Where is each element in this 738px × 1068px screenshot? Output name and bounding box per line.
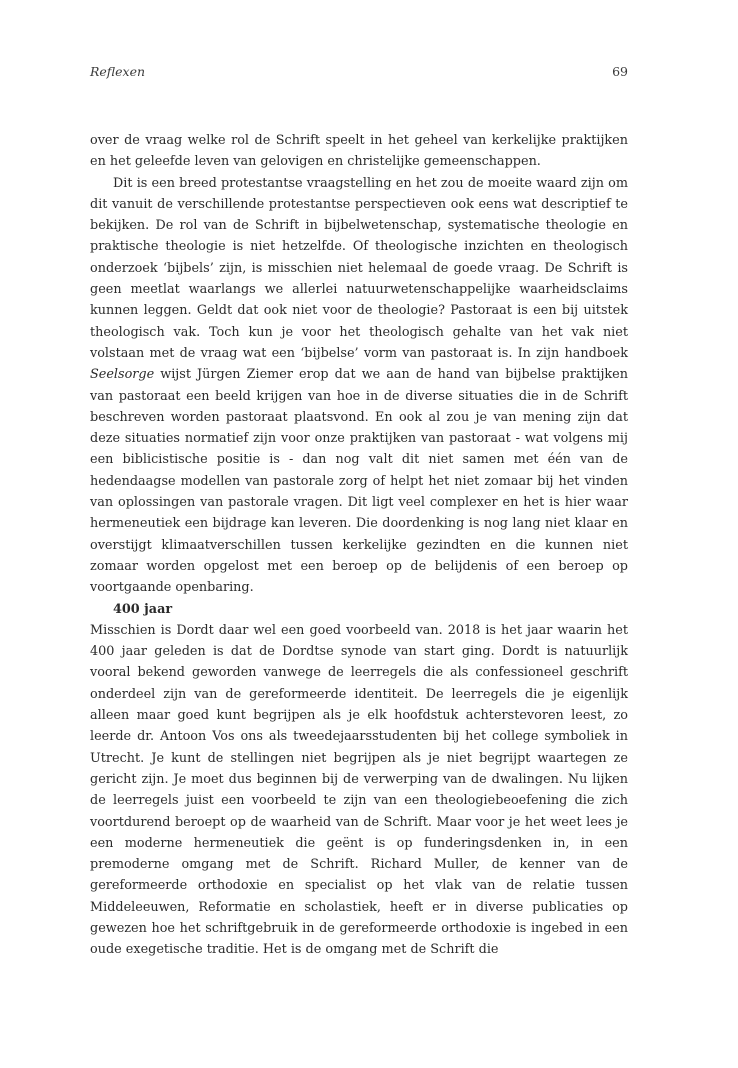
paragraph-continuation: over de vraag welke rol de Schrift speelt in het geheel van kerkelijke praktijken en het geleefde leven van gelovigen en christelijke gemeenschappen.	[90, 133, 628, 170]
body-text	[90, 130, 628, 961]
page-number: 69	[612, 64, 628, 79]
paragraph-dordt: Misschien is Dordt daar wel een goed voorbeeld van. 2018 is het jaar waarin het 400 jaar geleden is dat de Dordtse synode van start ging. Dordt is natuurlijk vooral bekend geworden vanwege de leerregels die als confessioneel geschrift onderdeel zijn van de gereformeerde identiteit. De leerregels die je eigenlijk alleen maar goed kunt begrijpen als je elk hoofdstuk achterstevoren leest, zo leerde dr. Antoon Vos ons als tweedejaarsstudenten bij het college symboliek in Utrecht. Je kunt de stellingen niet begrijpen als je niet begrijpt waartegen ze gericht zijn. Je moet dus beginnen bij de verwerping van de dwalingen. Nu lijken de leerregels juist een voorbeeld te zijn van een theologiebeoefening die zich voortdurend beroept op de waarheid van de Schrift. Maar voor je het weet lees je een moderne hermeneutiek die geënt is op funderingsdenken in, in een premoderne omgang met de Schrift. Richard Muller, de kenner van de gereformeerde orthodoxie en specialist op het vlak van de relatie tussen Middeleeuwen, Reformatie en scholastiek, heeft er in diverse publicaties op gewezen hoe het schriftgebruik in de gereformeerde orthodoxie is ingebed in een oude exegetische traditie. Het is de omgang met de Schrift die	[90, 622, 628, 958]
book-title-seelsorge: Seelsorge	[90, 367, 155, 383]
paragraph-text: wijst Jürgen Ziemer erop dat we aan de hand van bijbelse praktijken van pastoraat een beeld krijgen van hoe in de diverse situaties die in de Schrift beschreven worden pastoraat plaatsvond. En ook al zou je van mening zijn dat deze situaties normatief zijn voor onze praktijken van pastoraat - wat volgens mij een biblicistische positie is - dan nog valt dit niet samen met één van de hedendaagse modellen van pastorale zorg of helpt het niet zomaar bij het vinden van oplossingen van pastorale vragen. Dit ligt veel complexer en het is hier waar hermeneutiek een bijdrage kan leveren. Die doordenking is nog lang niet klaar en overstijgt klimaatverschillen tussen kerkelijke gezindten en die kunnen niet zomaar worden opgelost met een beroep op de belijdenis of een beroep op voortgaande openbaring.	[90, 367, 628, 596]
paragraph-text: Dit is een breed protestantse vraagstelling en het zou de moeite waard zijn om dit vanuit de verschillende protestantse perspectieven ook eens wat descriptief te bekijken. De rol van de Schrift in bijbelwetenschap, systematische theologie en praktische theologie is niet hetzelfde. Of theologische inzichten en theologisch onderzoek ‘bijbels’ zijn, is misschien niet helemaal de goede vraag. De Schrift is geen meetlat waarlangs we allerlei natuurwetenschappelijke waarheidsclaims kunnen leggen. Geldt dat ook niet voor de theologie? Pastoraat is een bij uitstek theologisch vak. Toch kun je voor het theologisch gehalte van het vak niet volstaan met de vraag wat een ‘bijbelse’ vorm van pastoraat is. In zijn handboek	[90, 175, 628, 361]
paragraph-protestant-question	[90, 173, 628, 599]
running-head-title: Reflexen	[90, 64, 146, 79]
section-heading: 400 jaar	[113, 601, 173, 617]
